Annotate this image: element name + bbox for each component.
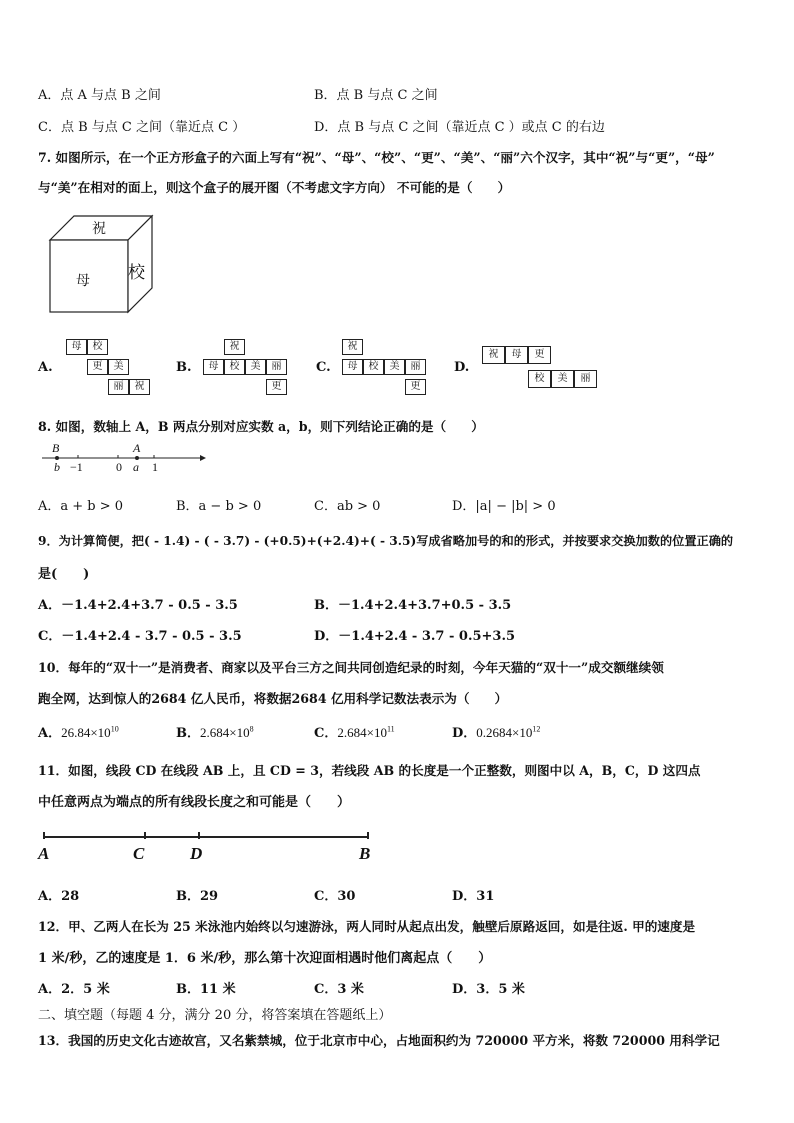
axis-tick-minus-one: −1 — [70, 460, 83, 474]
q11-stem-line1: 11．如图，线段 CD 在线段 AB 上，且 CD = 3，若线段 AB 的长度是一个正整数，则图中以 A，B，C，D 这四点 — [38, 763, 701, 778]
q10-option-c: C．$2.684\times 10^{11}$ — [314, 724, 395, 741]
section-heading-fill-in: 二、填空题（每题 4 分，满分 20 分，将答案填在答题纸上） — [38, 1008, 392, 1023]
q6-option-a: A．点 A 与点 B 之间 — [38, 88, 161, 103]
net-cell: 母 — [342, 359, 363, 375]
axis-tick-zero: 0 — [116, 460, 122, 474]
q8-option-a: A．a + b > 0 — [38, 499, 124, 514]
cube-right-face-text: 校 — [128, 263, 145, 283]
net-cell: 校 — [224, 359, 245, 375]
q7-option-d-label: D. — [454, 360, 470, 375]
q7-option-c-label: C. — [316, 360, 331, 375]
q11-option-c: C．30 — [314, 889, 356, 904]
q8-option-b: B．a − b > 0 — [176, 499, 262, 514]
net-cell: 美 — [245, 359, 266, 375]
segment-point-c: C — [133, 844, 145, 863]
net-cell: 更 — [405, 379, 426, 395]
net-cell: 更 — [266, 379, 287, 395]
q7-stem-line1: 7. 如图所示，在一个正方形盒子的六面上写有“祝”、“母”、“校”、“更”、“美”、“丽”六个汉字，其中“祝”与“更”，“母” — [38, 150, 715, 165]
axis-value-b: b — [54, 460, 60, 474]
q6-option-c: C．点 B 与点 C 之间（靠近点 C ） — [38, 120, 246, 135]
net-cell: 母 — [203, 359, 224, 375]
net-cell: 祝 — [482, 346, 505, 364]
q10-stem-line2: 跑全网，达到惊人的2684 亿人民币，将数据2684 亿用科学记数法表示为（ ） — [38, 691, 508, 706]
q8-stem: 8. 如图，数轴上 A，B 两点分别对应实数 a，b，则下列结论正确的是（ ） — [38, 419, 484, 434]
q12-option-c: C．3 米 — [314, 982, 364, 997]
q9-option-a: A．－1.4+2.4+3.7 - 0.5 - 3.5 — [38, 598, 238, 613]
axis-tick-one: 1 — [152, 460, 158, 474]
q8-option-d: D．|a| − |b| > 0 — [452, 499, 556, 514]
q7-stem-line2: 与“美”在相对的面上，则这个盒子的展开图（不考虑文字方向） 不可能的是（ ） — [38, 180, 511, 195]
net-cell: 更 — [87, 359, 108, 375]
q9-option-d: D．－1.4+2.4 - 3.7 - 0.5+3.5 — [314, 629, 516, 644]
axis-point-b-label: B — [52, 441, 60, 455]
segment-point-a: A — [38, 844, 50, 863]
q12-option-b: B．11 米 — [176, 982, 236, 997]
q9-option-c: C．－1.4+2.4 - 3.7 - 0.5 - 3.5 — [38, 629, 242, 644]
segment-figure — [40, 830, 376, 844]
q10-option-b: B．$2.684\times 10^8$ — [176, 724, 254, 741]
q12-stem-line1: 12．甲、乙两人在长为 25 米泳池内始终以匀速游泳，两人同时从起点出发，触壁后原路返回，如是往返. 甲的速度是 — [38, 919, 696, 934]
q12-option-a: A．2．5 米 — [38, 982, 110, 997]
net-cell: 美 — [551, 370, 574, 388]
net-cell: 母 — [505, 346, 528, 364]
q12-option-d: D．3．5 米 — [452, 982, 525, 997]
axis-point-a-label: A — [133, 441, 141, 455]
segment-point-b: B — [359, 844, 371, 863]
q6-option-b: B．点 B 与点 C 之间 — [314, 88, 438, 103]
net-cell: 校 — [363, 359, 384, 375]
cube-front-face-text: 母 — [76, 273, 90, 289]
q11-stem-line2: 中任意两点为端点的所有线段长度之和可能是（ ） — [38, 795, 351, 810]
q9-option-b: B．－1.4+2.4+3.7+0.5 - 3.5 — [314, 598, 512, 613]
net-cell: 丽 — [574, 370, 597, 388]
net-cell: 祝 — [342, 339, 363, 355]
cube-top-face-text: 祝 — [92, 221, 106, 237]
net-cell: 母 — [66, 339, 87, 355]
q6-option-d: D．点 B 与点 C 之间（靠近点 C ）或点 C 的右边 — [314, 120, 605, 135]
net-cell: 校 — [528, 370, 551, 388]
q7-option-b-label: B. — [176, 360, 192, 375]
net-cell: 美 — [384, 359, 405, 375]
q12-stem-line2: 1 米/秒，乙的速度是 1．6 米/秒，那么第十次迎面相遇时他们离起点（ ） — [38, 951, 492, 966]
q8-option-c: C．ab > 0 — [314, 499, 381, 514]
q13-stem-line1: 13．我国的历史文化古迹故宫，又名紫禁城，位于北京市中心，占地面积约为 720000 平方米，将数 720000 用科学记 — [38, 1033, 720, 1048]
axis-value-a: a — [133, 460, 139, 474]
q11-option-b: B．29 — [176, 889, 219, 904]
net-cell: 丽 — [108, 379, 129, 395]
q9-stem-line2: 是( ) — [38, 567, 90, 582]
net-cell: 祝 — [129, 379, 150, 395]
net-cell: 丽 — [266, 359, 287, 375]
q10-stem-line1: 10．每年的“双十一”是消费者、商家以及平台三方之间共同创造纪录的时刻，今年天猫的“双十一”成交额继续领 — [38, 660, 664, 675]
q10-option-a: A．$26.84\times 10^{10}$ — [38, 724, 119, 741]
q9-stem-line1: 9．为计算简便，把( - 1.4) - ( - 3.7) - (+0.5)+(+2.4)+( - 3.5)写成省略加号的和的形式，并按要求交换加数的位置正确的 — [38, 534, 734, 548]
q11-option-a: A．28 — [38, 889, 80, 904]
segment-point-d: D — [190, 844, 203, 863]
net-cell: 祝 — [224, 339, 245, 355]
net-cell: 更 — [528, 346, 551, 364]
net-cell: 丽 — [405, 359, 426, 375]
net-cell: 美 — [108, 359, 129, 375]
q11-option-d: D．31 — [452, 889, 495, 904]
net-cell: 校 — [87, 339, 108, 355]
number-line-figure — [40, 444, 208, 478]
q10-option-d: D．$0.2684\times 10^{12}$ — [452, 724, 541, 741]
q7-option-a-label: A. — [38, 360, 53, 375]
